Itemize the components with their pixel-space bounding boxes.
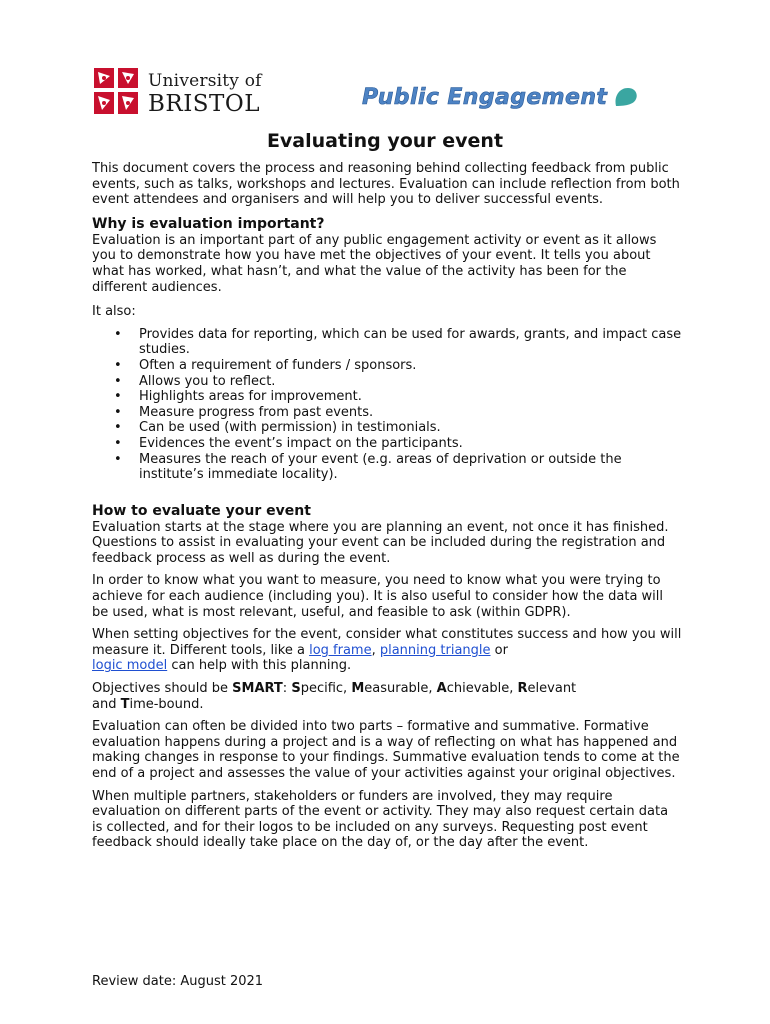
list-item bbox=[92, 389, 682, 405]
text-span: chievable, bbox=[446, 681, 518, 697]
bristol-crest-icon bbox=[92, 66, 140, 116]
list-item-text: Allows you to reflect. bbox=[139, 373, 276, 389]
benefits-list bbox=[92, 327, 682, 483]
bullet: • bbox=[114, 373, 122, 389]
text-span: and bbox=[92, 696, 121, 712]
intro-paragraph: This document covers the process and reasoning behind collecting feedback from public events, such as talks, workshops and lectures. Evaluation can include reflection from both event attendees and organisers and will help you to deliver successful events. bbox=[92, 161, 680, 208]
how-paragraph-6: When multiple partners, stakeholders or funders are involved, they may require evaluation on different parts of the event or activity. They may also request certain data is collected, and for their logos to be included on any surveys. Requesting post event feedback should ideally take place on the day of, or the day after the event. bbox=[92, 788, 669, 851]
university-of-bristol-logo bbox=[92, 66, 272, 118]
list-item-text: Highlights areas for improvement. bbox=[139, 389, 362, 405]
public-engagement-wordmark: Public Engagement bbox=[362, 84, 608, 110]
bullet: • bbox=[114, 420, 122, 436]
list-item bbox=[92, 436, 682, 452]
smart-letter: A bbox=[436, 681, 447, 697]
text-span: or bbox=[490, 642, 508, 658]
how-heading: How to evaluate your event bbox=[92, 502, 311, 519]
public-engagement-logo bbox=[362, 82, 639, 112]
list-item bbox=[92, 420, 682, 436]
smart-letter: M bbox=[351, 681, 365, 697]
smart-letter: R bbox=[517, 681, 528, 697]
text-span: ime-bound. bbox=[129, 696, 204, 712]
list-item bbox=[92, 405, 682, 421]
list-item-text: Measure progress from past events. bbox=[139, 404, 374, 420]
logic-model-link[interactable]: logic model bbox=[92, 658, 168, 674]
bullet: • bbox=[114, 389, 122, 405]
how-paragraph-3 bbox=[92, 627, 682, 674]
text-span: easurable, bbox=[364, 681, 437, 697]
list-item bbox=[92, 452, 682, 483]
log-frame-link[interactable]: log frame bbox=[309, 642, 372, 658]
why-paragraph: Evaluation is an important part of any public engagement activity or event as it allows you to demonstrate how you have met the objectives of your event. It tells you about what has worked, what hasn’t, and what the value of the activity has been for the different audiences. bbox=[92, 232, 657, 295]
how-paragraph-2: In order to know what you want to measure, you need to know what you were trying to achieve for each audience (including you). It is also useful to consider how the data will be used, what is most relevant, useful, and feasible to ask (within GDPR). bbox=[92, 573, 664, 620]
university-wordmark-line1: University of bbox=[148, 71, 262, 91]
text-span: pecific, bbox=[300, 681, 352, 697]
bullet: • bbox=[114, 451, 122, 467]
bullet: • bbox=[114, 326, 122, 342]
smart-letter: T bbox=[120, 696, 130, 712]
it-also-label: It also: bbox=[92, 304, 136, 320]
bullet: • bbox=[114, 435, 122, 451]
smart-letter: S bbox=[291, 681, 301, 697]
why-heading: Why is evaluation important? bbox=[92, 215, 325, 232]
how-paragraph-1: Evaluation starts at the stage where you are planning an event, not once it has finished. Questions to assist in evaluating your event can be included during the registration and feedback process as well as during the event. bbox=[92, 519, 669, 566]
list-item-text: Evidences the event’s impact on the participants. bbox=[139, 435, 463, 451]
review-date: Review date: August 2021 bbox=[92, 974, 264, 989]
text-span: When setting objectives for the event, consider what constitutes success and how you will measure it. Different tools, like a bbox=[92, 627, 682, 658]
university-wordmark bbox=[148, 72, 262, 116]
bullet: • bbox=[114, 357, 122, 373]
smart-paragraph bbox=[92, 681, 682, 712]
text-span: , bbox=[371, 642, 380, 658]
text-span: can help with this planning. bbox=[167, 658, 352, 674]
main-content bbox=[92, 161, 682, 858]
smart-term: SMART bbox=[232, 681, 283, 697]
list-item-text: Often a requirement of funders / sponsors. bbox=[139, 357, 417, 373]
speech-bubble-icon bbox=[613, 86, 639, 108]
text-span: elevant bbox=[527, 681, 577, 697]
list-item bbox=[92, 327, 682, 358]
list-item-text: Measures the reach of your event (e.g. areas of deprivation or outside the institute’s immediate locality). bbox=[139, 451, 622, 483]
text-span: Objectives should be bbox=[92, 681, 233, 697]
list-item-text: Provides data for reporting, which can be used for awards, grants, and impact case studies. bbox=[139, 326, 682, 358]
list-item bbox=[92, 358, 682, 374]
list-item-text: Can be used (with permission) in testimonials. bbox=[139, 420, 441, 436]
page-title: Evaluating your event bbox=[266, 130, 504, 152]
bullet: • bbox=[114, 404, 122, 420]
how-paragraph-5: Evaluation can often be divided into two parts – formative and summative. Formative evaluation happens during a project and is a way of reflecting on what has happened and making changes in response to your findings. Summative evaluation tends to come at the end of a project and assesses the value of your activities against your original objectives. bbox=[92, 719, 680, 781]
list-item bbox=[92, 374, 682, 390]
planning-triangle-link[interactable]: planning triangle bbox=[379, 642, 491, 658]
text-span: : bbox=[282, 681, 292, 697]
university-wordmark-line2: BRISTOL bbox=[148, 91, 261, 117]
